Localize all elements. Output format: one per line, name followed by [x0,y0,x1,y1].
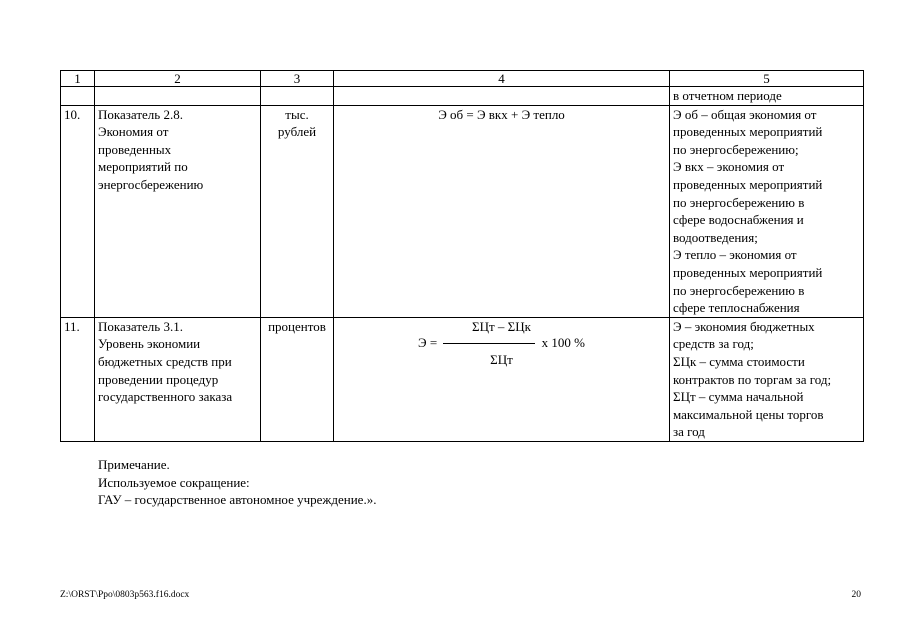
desc-line: средств за год; [673,336,754,352]
unit-line: процентов [268,318,326,334]
desc-line: Э вкх – экономия от [673,159,785,175]
header-cell: 5 [670,71,864,87]
header-cell: 3 [261,71,334,87]
desc-line: Э – экономия бюджетных [673,318,815,334]
formula-rhs: х 100 % [541,334,585,350]
indicator-line: Показатель 2.8. [98,106,183,122]
indicator-name [95,105,261,317]
header-cell: 2 [95,71,261,87]
desc-line: Э тепло – экономия от [673,247,797,263]
footer-file-path: Z:\ORST\Ppo\0803p563.f16.docx [60,590,190,600]
desc-line: проведенных мероприятий [673,176,823,192]
description-cell [670,105,864,317]
desc-line: проведенных мероприятий [673,264,823,280]
header-cell: 1 [61,71,95,87]
indicator-line: проведенных [98,141,172,157]
row-number: 11. [61,317,95,441]
formula-lhs: Э = [417,334,438,350]
formula-numerator: ΣЦт – ΣЦк [472,318,531,334]
desc-line: сфере водоснабжения и [673,212,804,228]
desc-line: по энергосбережению в [673,282,805,298]
formula-denominator: ΣЦт [490,351,513,367]
unit-cell [261,105,334,317]
table-row [61,317,864,441]
note-title: Примечание. [98,457,170,472]
desc-line: по энергосбережению; [673,141,799,157]
indicator-line: проведении процедур [98,371,219,387]
indicator-line: Уровень экономии [98,336,201,352]
indicator-line: мероприятий по [98,159,188,175]
desc-line: проведенных мероприятий [673,124,823,140]
unit-line: рублей [277,124,317,140]
indicator-line: бюджетных средств при [98,353,232,369]
fraction-bar [443,343,535,344]
desc-line: водоотведения; [673,229,758,245]
formula-main-row [337,334,666,352]
desc-line: Э об – общая экономия от [673,106,817,122]
desc-line: ΣЦт – сумма начальной [673,389,804,405]
indicator-line: Экономия от [98,124,169,140]
cell-empty [334,87,670,106]
desc-line: контрактов по торгам за год; [673,371,832,387]
formula-cell: Э об = Э вкх + Э тепло [334,105,670,317]
indicator-name [95,317,261,441]
fraction-formula [337,318,666,378]
continuation-desc: в отчетном периоде [670,87,864,106]
desc-line: по энергосбережению в [673,194,805,210]
formula-cell [334,317,670,441]
indicator-line: государственного заказа [98,389,233,405]
desc-line: сфере теплоснабжения [673,300,800,316]
table-row [61,105,864,317]
desc-line: за год [673,424,705,440]
cell-empty [61,87,95,106]
note-line: Используемое сокращение: [98,474,250,490]
note-line: ГАУ – государственное автономное учреждение.». [98,492,377,507]
indicators-table [60,70,864,442]
header-cell: 4 [334,71,670,87]
table-header-row [61,71,864,87]
description-cell [670,317,864,441]
desc-line: максимальной цены торгов [673,406,824,422]
continuation-row [61,87,864,106]
page-number: 20 [851,590,861,600]
unit-line: тыс. [285,106,309,122]
unit-cell [261,317,334,441]
desc-line: ΣЦк – сумма стоимости [673,353,805,369]
indicator-line: энергосбережению [98,176,204,192]
cell-empty [261,87,334,106]
cell-empty [95,87,261,106]
indicator-line: Показатель 3.1. [98,318,183,334]
note-block [98,456,376,509]
row-number: 10. [61,105,95,317]
